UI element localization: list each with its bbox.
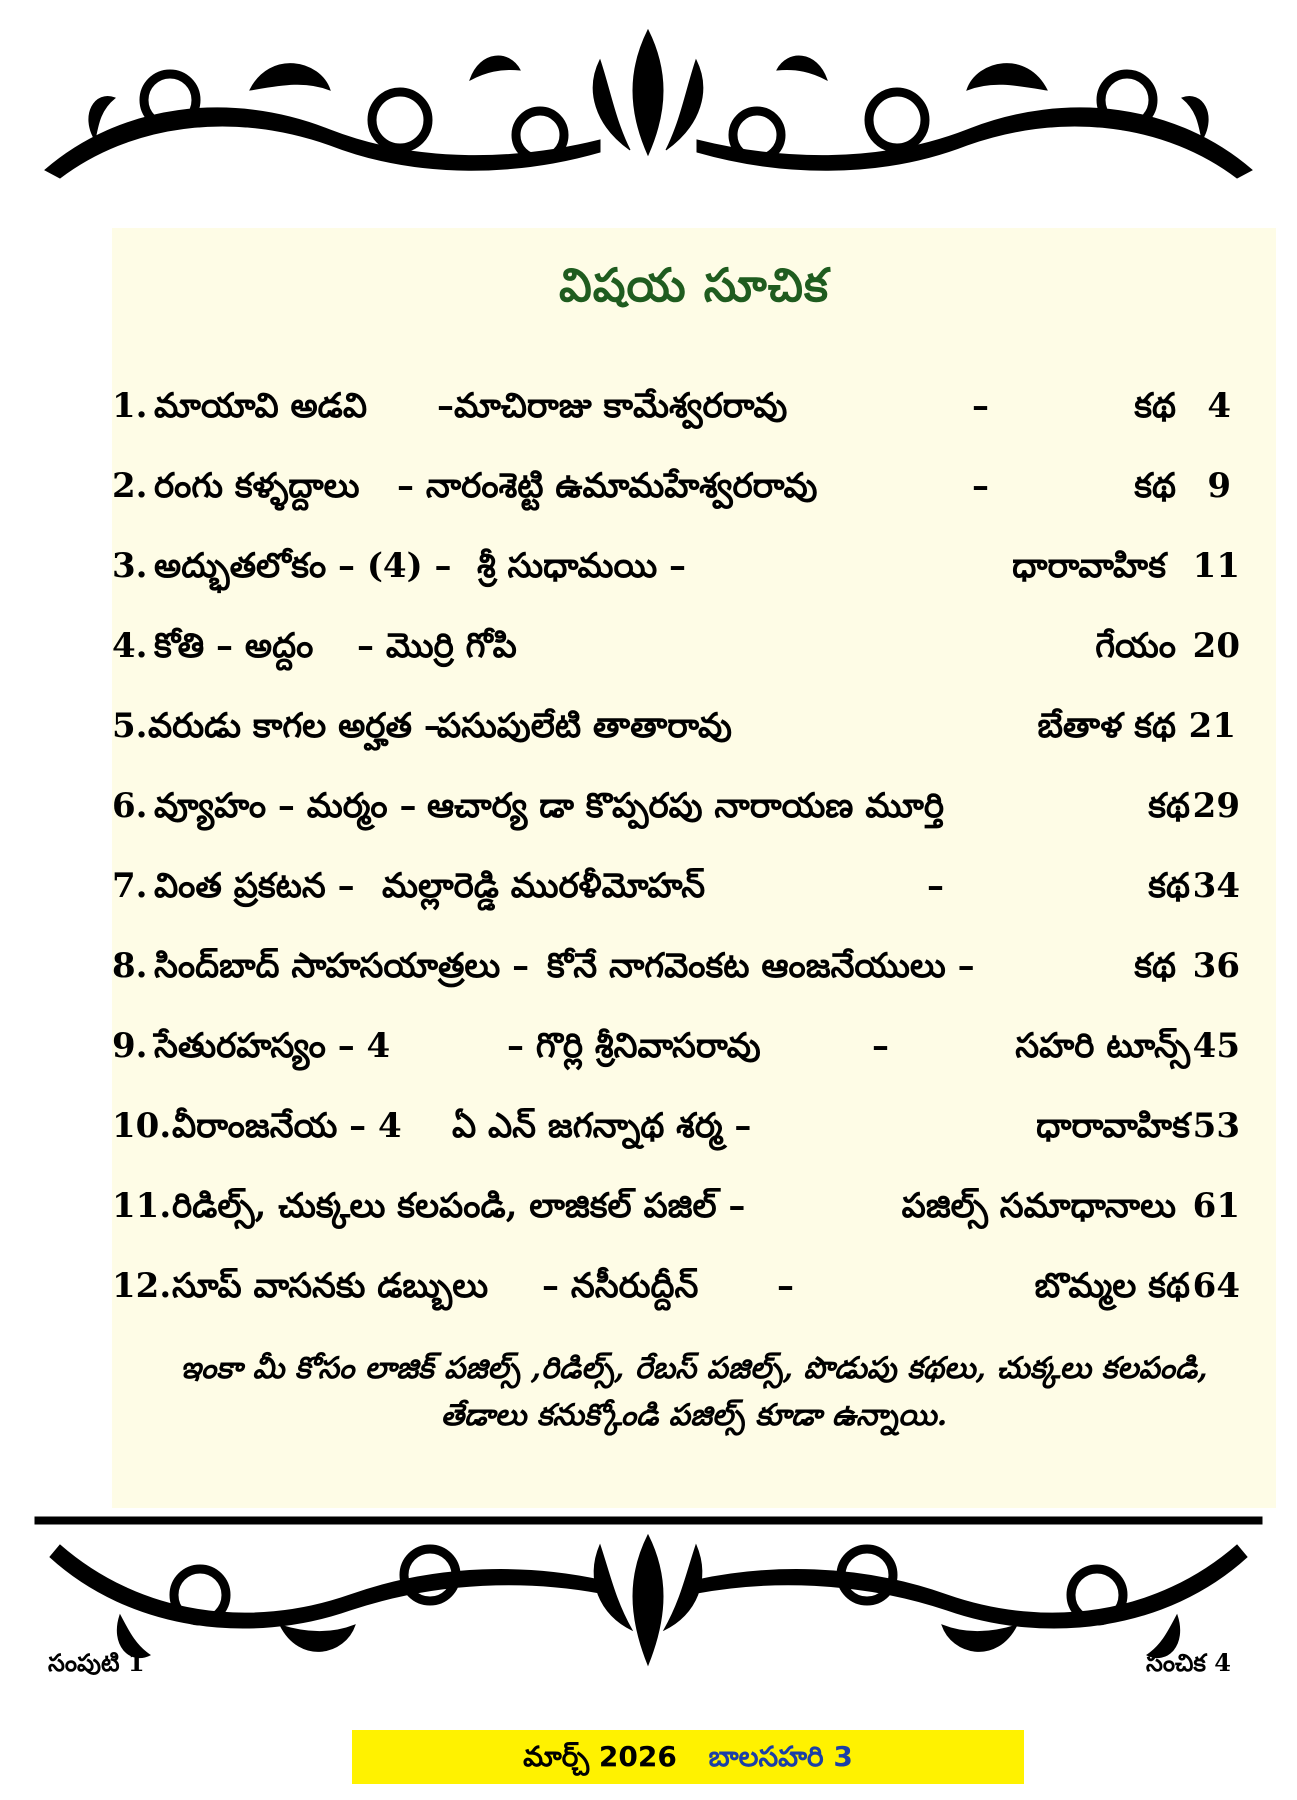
toc-title: అద్భుతలోకం – (4) –	[154, 546, 452, 586]
toc-row	[112, 1258, 1276, 1338]
toc-author: ఏ ఎన్ జగన్నాథ శర్మ –	[452, 1106, 752, 1146]
toc-type: కథ	[1148, 866, 1190, 906]
toc-row	[112, 1098, 1276, 1178]
toc-dash: –	[777, 1266, 794, 1306]
page-title: విషయ సూచిక	[559, 258, 829, 312]
toc-page: 61	[1192, 1186, 1240, 1226]
toc-number: 4.	[112, 626, 148, 666]
toc-author: మల్లారెడ్డి మురళీమోహన్	[382, 866, 706, 906]
toc-number: 6.	[112, 786, 148, 826]
toc-title: సింద్‌బాద్ సాహసయాత్రలు –	[154, 946, 530, 986]
toc-dash: –	[927, 866, 944, 906]
toc-type: కథ	[1134, 946, 1176, 986]
toc-type: పజిల్స్ సమాధానాలు	[901, 1186, 1176, 1226]
toc-author: –మాచిరాజు కామేశ్వరరావు	[437, 386, 788, 426]
toc-title: వ్యూహం – మర్మం –	[154, 786, 417, 826]
toc-author: – గొర్లి శ్రీనివాసరావు	[507, 1026, 761, 1066]
toc-title: రిడిల్స్, చుక్కలు కలపండి, లాజికల్ పజిల్ –	[172, 1186, 746, 1226]
toc-title: వీరాంజనేయ – 4	[172, 1106, 402, 1146]
footer-magazine-page: బాలసహరి 3	[708, 1740, 853, 1773]
toc-row	[112, 1178, 1276, 1258]
toc-row	[112, 378, 1276, 458]
toc-dash: –	[972, 466, 989, 506]
toc-page: 64	[1192, 1266, 1240, 1306]
toc-list	[112, 378, 1276, 1338]
toc-row	[112, 618, 1276, 698]
issue-label: సంచిక 4	[1146, 1648, 1231, 1677]
toc-title: కోతి – అద్దం	[154, 626, 314, 666]
toc-note: ఇంకా మీ కోసం లాజిక్ పజిల్స్ ,రిడిల్స్, రేబస్ పజిల్స్, పొడుపు కథలు, చుక్కలు కలపండి, తేడాలు కనుక్కోండి పజిల్స్ కూడా ఉన్నాయి.	[180, 1351, 1208, 1433]
toc-number: 12.	[112, 1266, 172, 1306]
toc-row	[112, 1018, 1276, 1098]
toc-row	[112, 858, 1276, 938]
toc-number: 9.	[112, 1026, 148, 1066]
toc-title: వరుడు కాగల అర్హత –	[148, 706, 441, 746]
toc-type: కథ	[1148, 786, 1190, 826]
toc-number: 8.	[112, 946, 148, 986]
toc-page: 21	[1188, 706, 1236, 746]
toc-row	[112, 538, 1276, 618]
toc-dash: –	[872, 1026, 889, 1066]
toc-author: ఆచార్య డా కొప్పరపు నారాయణ మూర్తి	[427, 786, 945, 826]
bottom-ornament	[0, 1505, 1297, 1685]
toc-row	[112, 778, 1276, 858]
toc-type: కథ	[1134, 466, 1176, 506]
toc-page: 36	[1192, 946, 1240, 986]
toc-author: – నారంశెట్టి ఉమామహేశ్వరరావు	[397, 466, 818, 506]
toc-page: 11	[1192, 546, 1240, 586]
toc-title: రంగు కళ్ళద్దాలు	[154, 466, 360, 506]
toc-type: కథ	[1134, 386, 1176, 426]
toc-row	[112, 698, 1276, 778]
toc-type: గేయం	[1095, 626, 1176, 666]
footer-date: మార్చ్ 2026	[523, 1740, 677, 1773]
toc-number: 3.	[112, 546, 148, 586]
toc-page: 29	[1192, 786, 1240, 826]
toc-type: బొమ్మల కథ	[1034, 1266, 1190, 1306]
toc-title: సూప్ వాసనకు డబ్బులు	[172, 1266, 489, 1306]
toc-type: సహరి టూన్స్	[1015, 1026, 1190, 1066]
toc-page: 45	[1192, 1026, 1240, 1066]
toc-author: – నసీరుద్దీన్	[542, 1266, 699, 1306]
toc-number: 5.	[112, 706, 148, 746]
footer-band	[352, 1730, 1024, 1784]
toc-type: ధారావాహిక	[1036, 1106, 1190, 1146]
toc-page: 4	[1207, 386, 1231, 426]
toc-author: కోనే నాగవెంకట ఆంజనేయులు –	[547, 946, 975, 986]
toc-number: 7.	[112, 866, 148, 906]
toc-type: ధారావాహిక	[1012, 546, 1166, 586]
toc-number: 10.	[112, 1106, 172, 1146]
toc-title: మాయావి అడవి	[154, 386, 368, 426]
toc-number: 1.	[112, 386, 148, 426]
toc-page: 20	[1192, 626, 1240, 666]
toc-author: – మొర్రి గోపి	[357, 626, 517, 666]
toc-row	[112, 458, 1276, 538]
toc-number: 11.	[112, 1186, 172, 1226]
toc-page: 9	[1207, 466, 1231, 506]
toc-title: వింత ప్రకటన –	[154, 866, 355, 906]
toc-panel	[112, 228, 1276, 1508]
toc-dash: –	[972, 386, 989, 426]
toc-page: 53	[1192, 1106, 1240, 1146]
toc-page: 34	[1192, 866, 1240, 906]
toc-row	[112, 938, 1276, 1018]
toc-title: సేతురహస్యం – 4	[154, 1026, 391, 1066]
toc-type: బేతాళ కథ	[1037, 706, 1176, 746]
toc-author: పసుపులేటి తాతారావు	[437, 706, 732, 746]
toc-number: 2.	[112, 466, 148, 506]
volume-label: సంపుటి 1	[48, 1648, 145, 1677]
top-ornament	[0, 10, 1297, 210]
toc-author: శ్రీ సుధామయి –	[477, 546, 687, 586]
